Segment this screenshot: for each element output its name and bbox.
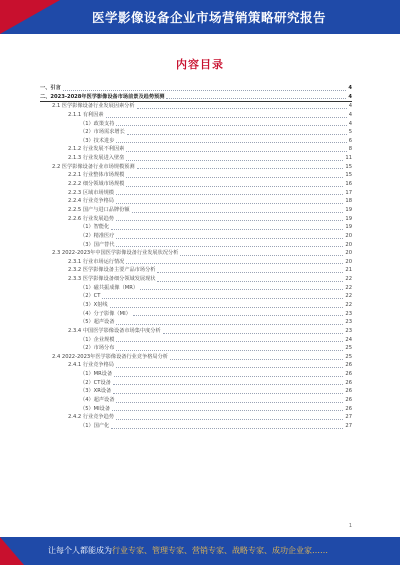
toc-entry-label: （1）国产化 xyxy=(80,422,110,429)
toc-leader-dots xyxy=(110,307,344,308)
toc-entry-page: 23 xyxy=(345,310,352,317)
toc-entry-page: 20 xyxy=(345,250,352,257)
toc-leader-dots xyxy=(116,419,343,420)
toc-entry-label: 2.3.3 医学影像设备细分领域发展现状 xyxy=(68,276,156,283)
toc-entry[interactable] xyxy=(40,284,352,293)
toc-entry-page: 4 xyxy=(348,93,352,100)
toc-entry-label: （1）MR设备 xyxy=(80,371,113,378)
toc-entry-page: 23 xyxy=(345,327,352,334)
toc-entry-page: 26 xyxy=(345,362,352,369)
toc-entry-page: 20 xyxy=(345,232,352,239)
toc-entry[interactable] xyxy=(40,137,352,146)
toc-entry-label: 2.2.6 行业发展趋势 xyxy=(68,215,114,222)
report-header xyxy=(0,0,400,34)
toc-leader-dots xyxy=(116,246,343,247)
toc-entry-label: 2.1.2 行业发展不利因素 xyxy=(68,146,125,153)
toc-leader-dots xyxy=(116,125,346,126)
toc-entry-page: 6 xyxy=(348,137,352,144)
toc-entry-page: 26 xyxy=(345,397,352,404)
toc-entry-label: 2.2 医学影像设备行业市场规模预测 xyxy=(52,163,135,170)
toc-heading: 内容目录 xyxy=(176,58,224,71)
toc-entry[interactable] xyxy=(40,93,352,103)
footer-lead: 让每个人都能成为 xyxy=(48,546,112,555)
toc-entry-page: 16 xyxy=(345,181,352,188)
toc-entry-label: （1）磁共振成像（MR） xyxy=(80,284,139,291)
toc-entry-page: 25 xyxy=(345,345,352,352)
toc-entry-page: 19 xyxy=(345,215,352,222)
toc-entry[interactable] xyxy=(40,396,352,405)
toc-entry[interactable] xyxy=(40,154,352,163)
toc-entry-page: 26 xyxy=(345,388,352,395)
toc-entry-label: 2.2.3 区域市场规模 xyxy=(68,189,114,196)
toc-leader-dots xyxy=(137,168,344,169)
toc-entry[interactable] xyxy=(40,344,352,353)
toc-leader-dots xyxy=(157,281,343,282)
toc-entry-page: 17 xyxy=(345,189,352,196)
toc-leader-dots xyxy=(126,160,343,161)
toc-entry[interactable] xyxy=(40,258,352,267)
toc-leader-dots xyxy=(116,220,343,221)
toc-entry-label: （2）CT xyxy=(80,293,101,300)
toc-entry[interactable] xyxy=(40,266,352,275)
toc-entry[interactable] xyxy=(40,301,352,310)
toc-leader-dots xyxy=(126,186,343,187)
toc-entry-label: 2.2.5 国产与进口品牌份额 xyxy=(68,206,130,213)
toc-leader-dots xyxy=(166,98,346,99)
toc-entry-label: 2.4.2 行业竞争趋势 xyxy=(68,414,114,421)
toc-entry-label: 2.3.4 中国医学影像设备市场集中度分析 xyxy=(68,327,161,334)
toc-entry-page: 19 xyxy=(345,224,352,231)
toc-entry[interactable] xyxy=(40,422,352,431)
toc-entry-page: 26 xyxy=(345,379,352,386)
toc-entry-label: （3）X射线 xyxy=(80,302,108,308)
toc-entry[interactable] xyxy=(40,318,352,327)
toc-entry-label: （2）CT设备 xyxy=(80,379,111,386)
toc-entry-page: 11 xyxy=(345,155,352,162)
toc-leader-dots xyxy=(106,117,347,118)
toc-leader-dots xyxy=(102,298,343,299)
toc-leader-dots xyxy=(116,203,343,204)
toc-entry-label: （2）精准医疗 xyxy=(80,232,115,239)
footer-red-stripe xyxy=(0,537,24,565)
toc-leader-dots xyxy=(126,151,346,152)
toc-entry-label: 二、2023-2028年医学影像设备市场前景及趋势预测 xyxy=(40,93,165,100)
toc-leader-dots xyxy=(170,359,343,360)
toc-leader-dots xyxy=(126,263,343,264)
toc-entry-label: 2.2.1 行业整体市场规模 xyxy=(68,172,125,179)
toc-leader-dots xyxy=(113,384,344,385)
toc-entry[interactable] xyxy=(40,370,352,379)
toc-leader-dots xyxy=(116,142,346,143)
toc-entry-label: （5）超声设备 xyxy=(80,319,115,326)
toc-entry-page: 23 xyxy=(345,319,352,326)
toc-entry-page: 27 xyxy=(345,414,352,421)
toc-entry-label: （3）技术进步 xyxy=(80,137,115,144)
toc-entry[interactable] xyxy=(40,145,352,154)
toc-entry[interactable] xyxy=(40,241,352,250)
toc-entry-label: 2.4 2022-2023年医学影像设备行业竞争格局分析 xyxy=(52,353,168,360)
toc-entry-label: 2.1 医学影像设备行业发展因素分析 xyxy=(52,103,135,110)
table-of-contents xyxy=(40,84,352,431)
toc-entry-page: 26 xyxy=(345,371,352,378)
toc-entry-page: 4 xyxy=(348,103,352,110)
toc-entry[interactable] xyxy=(40,180,352,189)
toc-leader-dots xyxy=(113,393,343,394)
toc-leader-dots xyxy=(180,255,343,256)
toc-leader-dots xyxy=(116,238,343,239)
toc-entry-label: （4）分子影像（MI） xyxy=(80,310,131,317)
toc-leader-dots xyxy=(137,108,347,109)
page-footer xyxy=(0,537,400,565)
toc-leader-dots xyxy=(133,315,344,316)
toc-leader-dots xyxy=(116,194,343,195)
toc-entry-page: 19 xyxy=(345,206,352,213)
toc-entry-label: （1）智能化 xyxy=(80,224,110,231)
toc-leader-dots xyxy=(126,177,343,178)
toc-leader-dots xyxy=(116,367,343,368)
toc-entry[interactable] xyxy=(40,120,352,129)
toc-entry[interactable] xyxy=(40,336,352,345)
toc-leader-dots xyxy=(116,341,343,342)
toc-entry[interactable] xyxy=(40,84,352,93)
toc-entry[interactable] xyxy=(40,189,352,198)
toc-entry-page: 20 xyxy=(345,258,352,265)
toc-entry[interactable] xyxy=(40,327,352,336)
toc-entry[interactable] xyxy=(40,102,352,111)
toc-entry[interactable] xyxy=(40,111,352,120)
toc-entry-label: 2.1.1 有利因素 xyxy=(68,111,104,118)
toc-entry-label: 2.1.3 行业发展进入壁垒 xyxy=(68,155,125,162)
toc-entry-page: 8 xyxy=(348,146,352,153)
toc-entry[interactable] xyxy=(40,171,352,180)
toc-entry-page: 21 xyxy=(345,267,352,274)
toc-entry[interactable] xyxy=(40,387,352,396)
toc-leader-dots xyxy=(127,134,347,135)
toc-entry-page: 4 xyxy=(348,120,352,127)
toc-entry-label: 2.2.2 细分领域市场规模 xyxy=(68,181,125,188)
toc-entry-page: 24 xyxy=(345,336,352,343)
toc-entry-label: 2.3.2 医学影像设备主要产品市场分析 xyxy=(68,267,156,274)
toc-entry-label: （1）企业规模 xyxy=(80,336,115,343)
toc-entry[interactable] xyxy=(40,310,352,319)
toc-entry[interactable] xyxy=(40,197,352,206)
toc-entry-page: 25 xyxy=(345,353,352,360)
toc-entry[interactable] xyxy=(40,405,352,414)
toc-entry-page: 15 xyxy=(345,163,352,170)
toc-entry[interactable] xyxy=(40,206,352,215)
toc-entry[interactable] xyxy=(40,413,352,422)
toc-entry[interactable] xyxy=(40,249,352,258)
toc-leader-dots xyxy=(116,402,343,403)
toc-leader-dots xyxy=(112,410,343,411)
report-title: 医学影像设备企业市场营销策略研究报告 xyxy=(92,10,327,25)
toc-entry-label: 2.2.4 行业竞争格局 xyxy=(68,198,114,205)
toc-entry[interactable] xyxy=(40,379,352,388)
toc-entry-label: 2.3 2022-2023年中国医学影像设备行业发展状况分析 xyxy=(52,250,179,257)
toc-entry-page: 15 xyxy=(345,172,352,179)
toc-entry[interactable] xyxy=(40,353,352,362)
toc-leader-dots xyxy=(111,428,343,429)
toc-leader-dots xyxy=(132,212,344,213)
toc-leader-dots xyxy=(116,350,343,351)
toc-entry-label: 2.3.1 行业市场运行情况 xyxy=(68,258,125,265)
page-number: 1 xyxy=(348,523,352,529)
toc-entry[interactable] xyxy=(40,223,352,232)
toc-entry-label: 一、引言 xyxy=(40,84,61,91)
toc-leader-dots xyxy=(163,333,344,334)
toc-entry[interactable] xyxy=(40,215,352,224)
toc-leader-dots xyxy=(116,324,343,325)
header-red-stripe xyxy=(0,0,60,34)
toc-leader-dots xyxy=(111,229,343,230)
toc-entry[interactable] xyxy=(40,362,352,371)
toc-entry-page: 22 xyxy=(345,284,352,291)
toc-entry[interactable] xyxy=(40,275,352,284)
toc-entry-page: 18 xyxy=(345,198,352,205)
footer-roles: 行业专家、管理专家、营销专家、战略专家、成功企业家…… xyxy=(112,546,328,555)
footer-slogan xyxy=(48,545,328,556)
toc-entry-page: 4 xyxy=(348,84,352,91)
toc-leader-dots xyxy=(140,289,343,290)
toc-entry-label: （5）MI设备 xyxy=(80,405,111,412)
toc-entry[interactable] xyxy=(40,163,352,172)
toc-leader-dots xyxy=(114,376,343,377)
toc-entry-label: （3）国产替代 xyxy=(80,241,115,248)
toc-entry-page: 4 xyxy=(348,111,352,118)
toc-entry-label: （1）政策支持 xyxy=(80,120,115,127)
toc-entry-page: 22 xyxy=(345,276,352,283)
toc-entry-page: 5 xyxy=(348,129,352,136)
toc-entry-page: 26 xyxy=(345,405,352,412)
toc-entry[interactable] xyxy=(40,232,352,241)
toc-entry-page: 22 xyxy=(345,302,352,308)
toc-entry[interactable] xyxy=(40,292,352,301)
toc-entry-label: （2）市场需求增长 xyxy=(80,129,125,136)
toc-entry-label: （4）超声设备 xyxy=(80,397,115,404)
toc-entry-page: 27 xyxy=(345,422,352,429)
toc-entry-page: 20 xyxy=(345,241,352,248)
toc-leader-dots xyxy=(63,90,347,91)
toc-entry-label: 2.4.1 行业竞争格局 xyxy=(68,362,114,369)
toc-entry-page: 22 xyxy=(345,293,352,300)
toc-entry-label: （2）市场分布 xyxy=(80,345,115,352)
toc-entry[interactable] xyxy=(40,128,352,137)
toc-leader-dots xyxy=(157,272,343,273)
toc-entry-label: （3）XR设备 xyxy=(80,388,112,395)
